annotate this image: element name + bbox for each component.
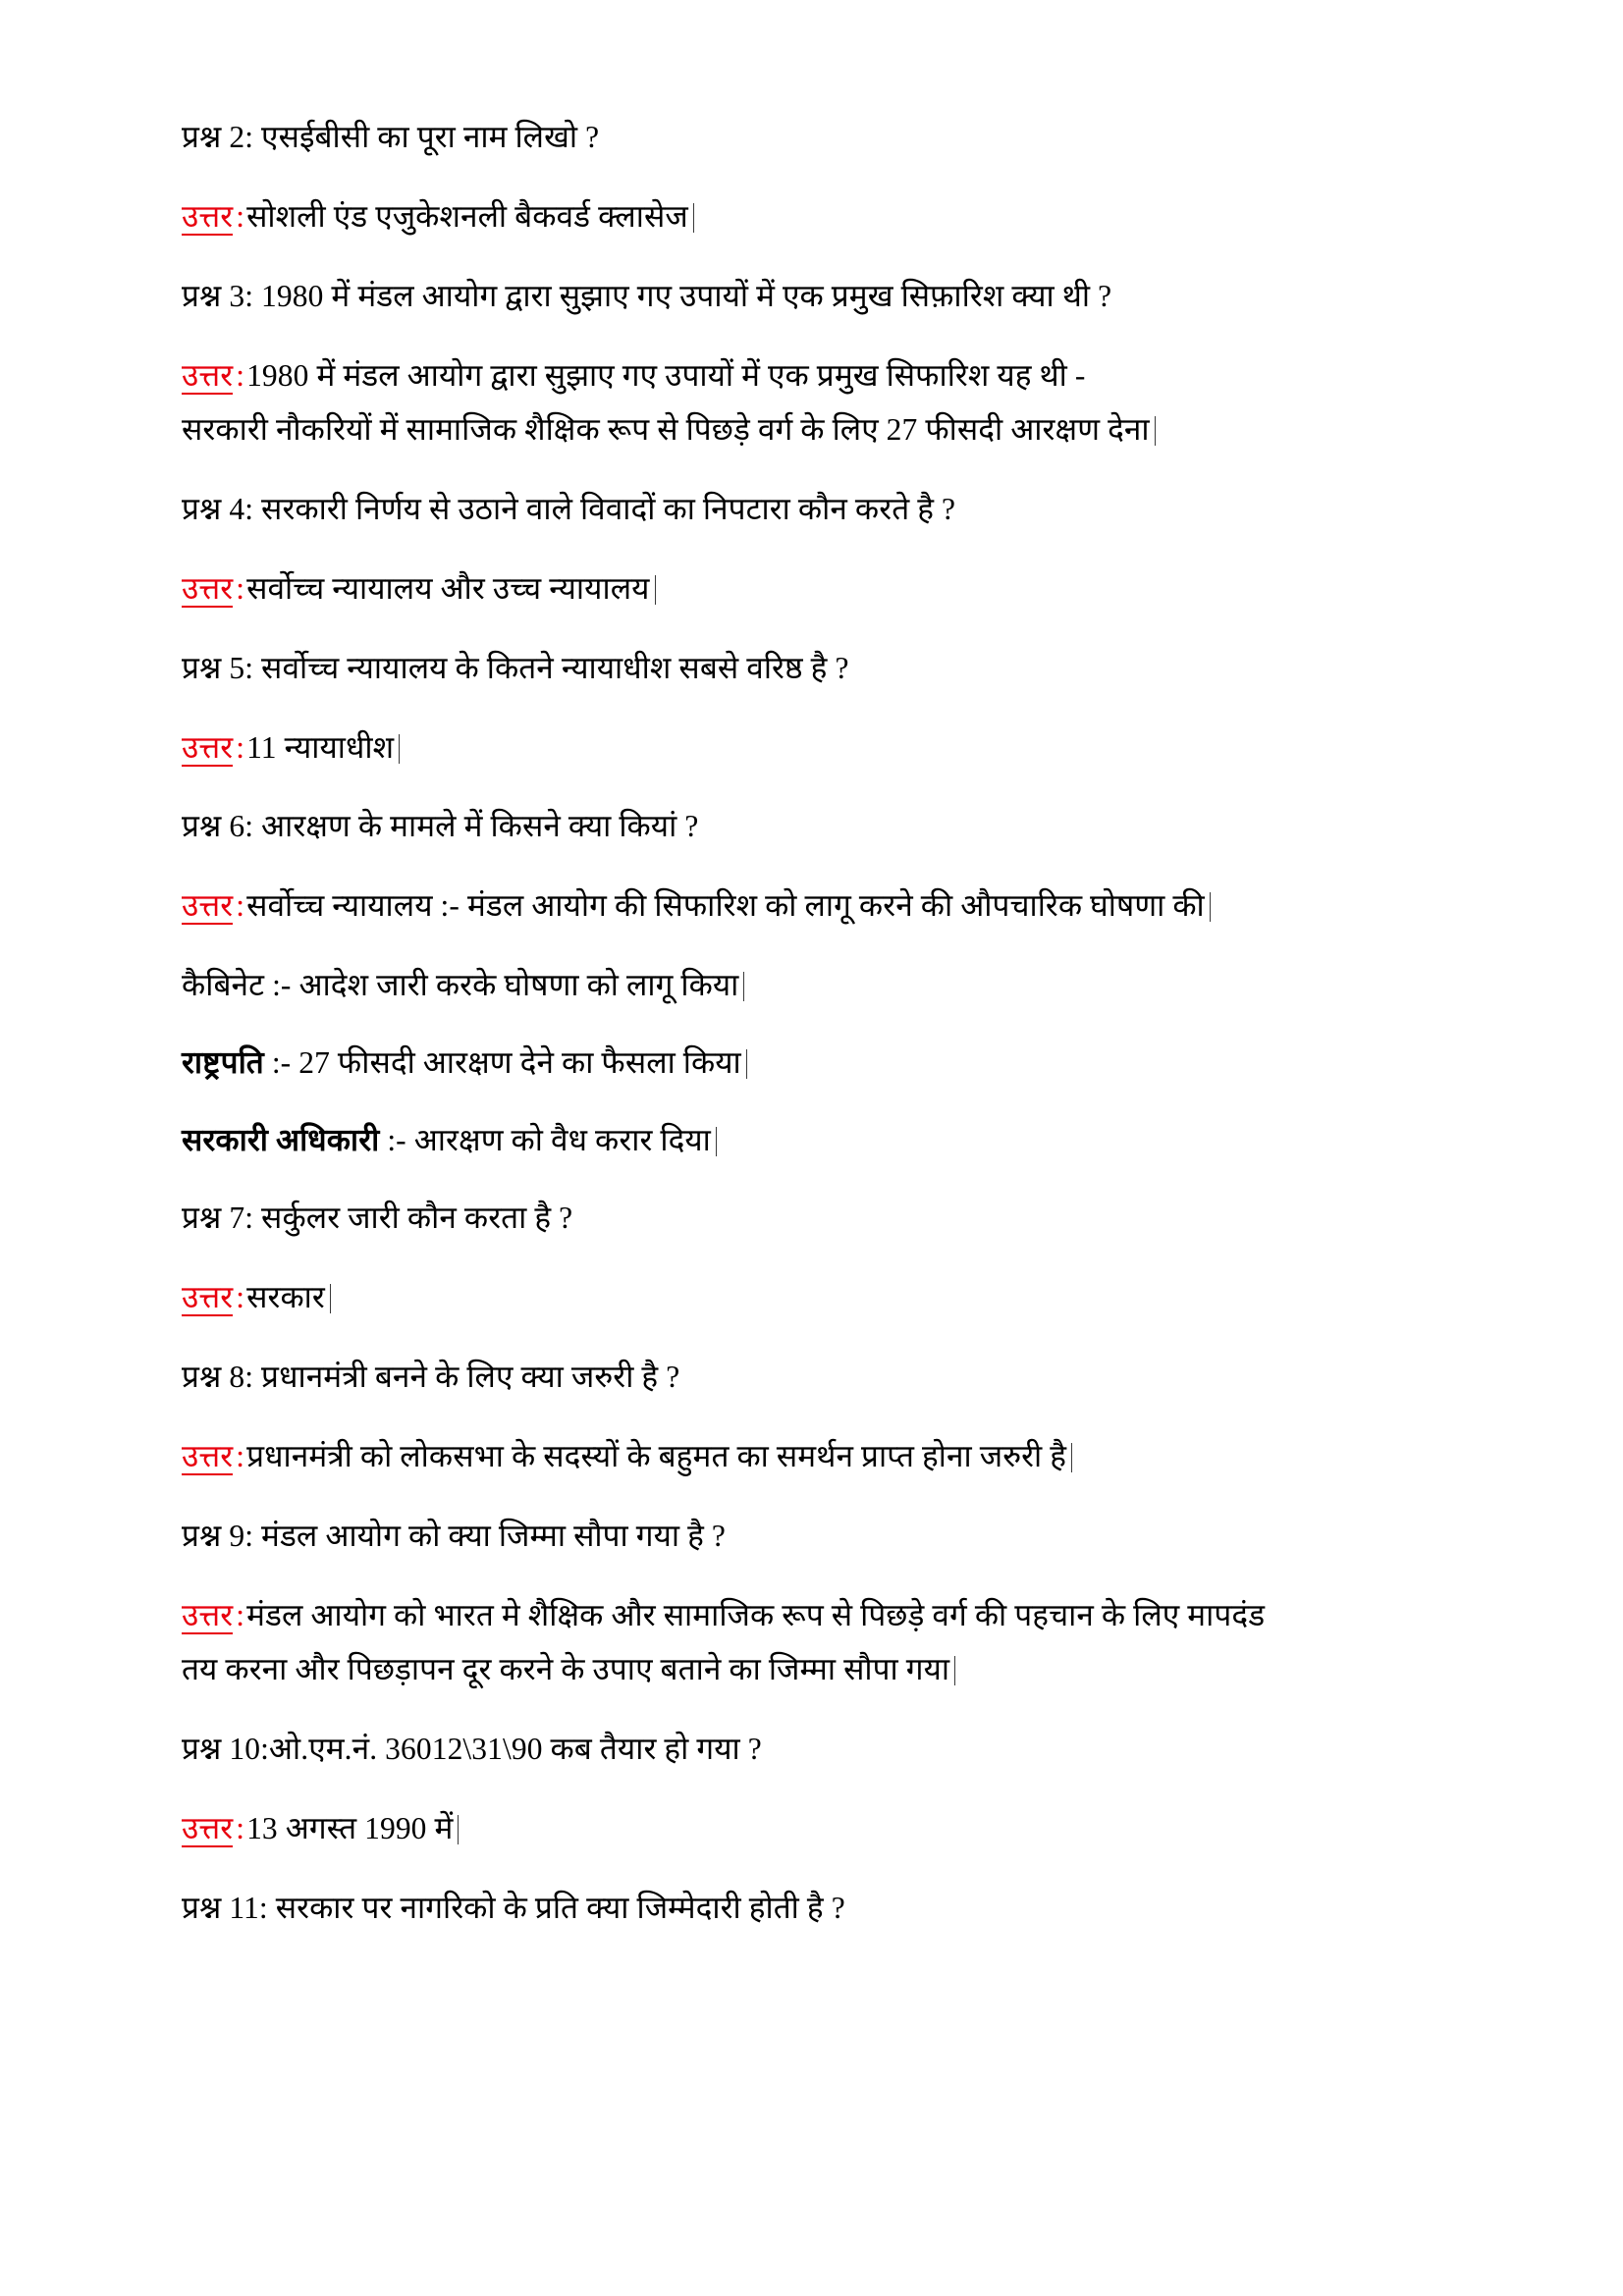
answer-separator: : — [236, 1810, 245, 1845]
officer-label: सरकारी अधिकारी — [182, 1123, 380, 1158]
question-text: प्रश्न 11: सरकार पर नागरिको के प्रति क्या जिम्मेदारी होती है ? — [182, 1890, 845, 1925]
text-cursor-bar — [693, 203, 694, 233]
question-q9 — [182, 1517, 1478, 1557]
text-cursor-bar — [743, 972, 744, 1001]
answer-separator: : — [236, 1597, 245, 1632]
question-q6 — [182, 807, 1478, 847]
answer-q9 — [182, 1596, 1478, 1636]
answer-text: मंडल आयोग को भारत मे शैक्षिक और सामाजिक रूप से पिछड़े वर्ग की पहचान के लिए मापदंड — [246, 1597, 1266, 1632]
answer-separator: : — [236, 1438, 245, 1473]
answer-label: उत्तर — [182, 359, 233, 395]
answer-q3 — [182, 356, 1478, 397]
answer-separator: : — [236, 888, 245, 924]
question-text: प्रश्न 9: मंडल आयोग को क्या जिम्मा सौपा गया है ? — [182, 1518, 726, 1553]
answer-text: सर्वोच्च न्यायालय :- मंडल आयोग की सिफारिश को लागू करने की औपचारिक घोषणा की — [246, 888, 1205, 924]
question-q8 — [182, 1358, 1478, 1398]
cabinet-line-text: कैबिनेट :- आदेश जारी करके घोषणा को लागू किया — [182, 968, 739, 1003]
answer-q5 — [182, 728, 1478, 769]
answer-text: सरकार — [246, 1280, 325, 1315]
text-cursor-bar — [954, 1656, 955, 1685]
answer-label: उत्तर — [182, 200, 233, 236]
answer-text: 11 न्यायाधीश — [246, 729, 395, 765]
text-cursor-bar — [1155, 416, 1156, 446]
answer-q6-officer — [182, 1121, 1478, 1161]
answer-continuation-text: तय करना और पिछड़ापन दूर करने के उपाए बताने का जिम्मा सौपा गया — [182, 1651, 950, 1686]
answer-label: उत्तर — [182, 1281, 233, 1316]
question-text: प्रश्न 5: सर्वोच्च न्यायालय के कितने न्यायाधीश सबसे वरिष्ठ है ? — [182, 650, 849, 685]
president-label: राष्ट्रपति — [182, 1045, 264, 1081]
answer-label: उत्तर — [182, 889, 233, 925]
answer-text: सर्वोच्च न्यायालय और उच्च न्यायालय — [246, 570, 650, 606]
answer-q4 — [182, 569, 1478, 610]
answer-separator: : — [236, 198, 245, 234]
question-text: प्रश्न 10:ओ.एम.नं. 36012\31\90 कब तैयार हो गया ? — [182, 1731, 762, 1766]
answer-q7 — [182, 1278, 1478, 1318]
answer-text: प्रधानमंत्री को लोकसभा के सदस्यों के बहुमत का समर्थन प्राप्त होना जरुरी है — [246, 1438, 1067, 1473]
question-q3 — [182, 277, 1478, 317]
officer-line-text: :- आरक्षण को वैध करार दिया — [379, 1123, 711, 1158]
document-body — [182, 118, 1478, 1929]
question-q11 — [182, 1889, 1478, 1929]
answer-separator: : — [236, 1280, 245, 1315]
text-cursor-bar — [746, 1049, 747, 1079]
answer-q6 — [182, 886, 1478, 927]
question-q5 — [182, 649, 1478, 689]
president-line-text: :- 27 फीसदी आरक्षण देने का फैसला किया — [263, 1045, 741, 1081]
question-text: प्रश्न 8: प्रधानमंत्री बनने के लिए क्या जरुरी है ? — [182, 1360, 680, 1394]
answer-text: 1980 में मंडल आयोग द्वारा सुझाए गए उपायों में एक प्रमुख सिफारिश यह थी - — [246, 357, 1086, 393]
answer-continuation-text: सरकारी नौकरियों में सामाजिक शैक्षिक रूप से पिछड़े वर्ग के लिए 27 फीसदी आरक्षण देना — [182, 411, 1150, 447]
answer-text: सोशली एंड एजुकेशनली बैकवर्ड क्लासेज — [246, 198, 688, 234]
answer-separator: : — [236, 570, 245, 606]
question-text: प्रश्न 4: सरकारी निर्णय से उठाने वाले विवादों का निपटारा कौन करते है ? — [182, 491, 956, 526]
question-q10 — [182, 1730, 1478, 1770]
answer-label: उत्तर — [182, 1440, 233, 1475]
question-q4 — [182, 490, 1478, 530]
answer-q2 — [182, 197, 1478, 238]
question-text: प्रश्न 3: 1980 में मंडल आयोग द्वारा सुझाए गए उपायों में एक प्रमुख सिफ़ारिश क्या थी ? — [182, 278, 1112, 313]
text-cursor-bar — [399, 734, 400, 764]
answer-q3-continuation — [182, 410, 1478, 451]
text-cursor-bar — [1210, 892, 1211, 922]
answer-q8 — [182, 1437, 1478, 1477]
answer-q10 — [182, 1809, 1478, 1849]
answer-q6-president — [182, 1043, 1478, 1084]
text-cursor-bar — [330, 1284, 331, 1313]
question-text: प्रश्न 6: आरक्षण के मामले में किसने क्या कियां ? — [182, 809, 699, 844]
answer-label: उत्तर — [182, 572, 233, 608]
answer-label: उत्तर — [182, 1599, 233, 1634]
answer-text: 13 अगस्त 1990 में — [246, 1810, 454, 1845]
answer-separator: : — [236, 729, 245, 765]
question-q2 — [182, 118, 1478, 158]
text-cursor-bar — [1071, 1443, 1072, 1472]
answer-q6-cabinet — [182, 966, 1478, 1006]
answer-label: उत्तर — [182, 731, 233, 767]
text-cursor-bar — [655, 575, 656, 605]
answer-separator: : — [236, 357, 245, 393]
answer-q9-continuation — [182, 1650, 1478, 1690]
question-text: प्रश्न 7: सर्कुलर जारी कौन करता है ? — [182, 1201, 573, 1236]
text-cursor-bar — [716, 1127, 717, 1156]
question-text: प्रश्न 2: एसईबीसी का पूरा नाम लिखो ? — [182, 120, 600, 154]
text-cursor-bar — [458, 1815, 459, 1844]
question-q7 — [182, 1199, 1478, 1239]
answer-label: उत्तर — [182, 1812, 233, 1847]
